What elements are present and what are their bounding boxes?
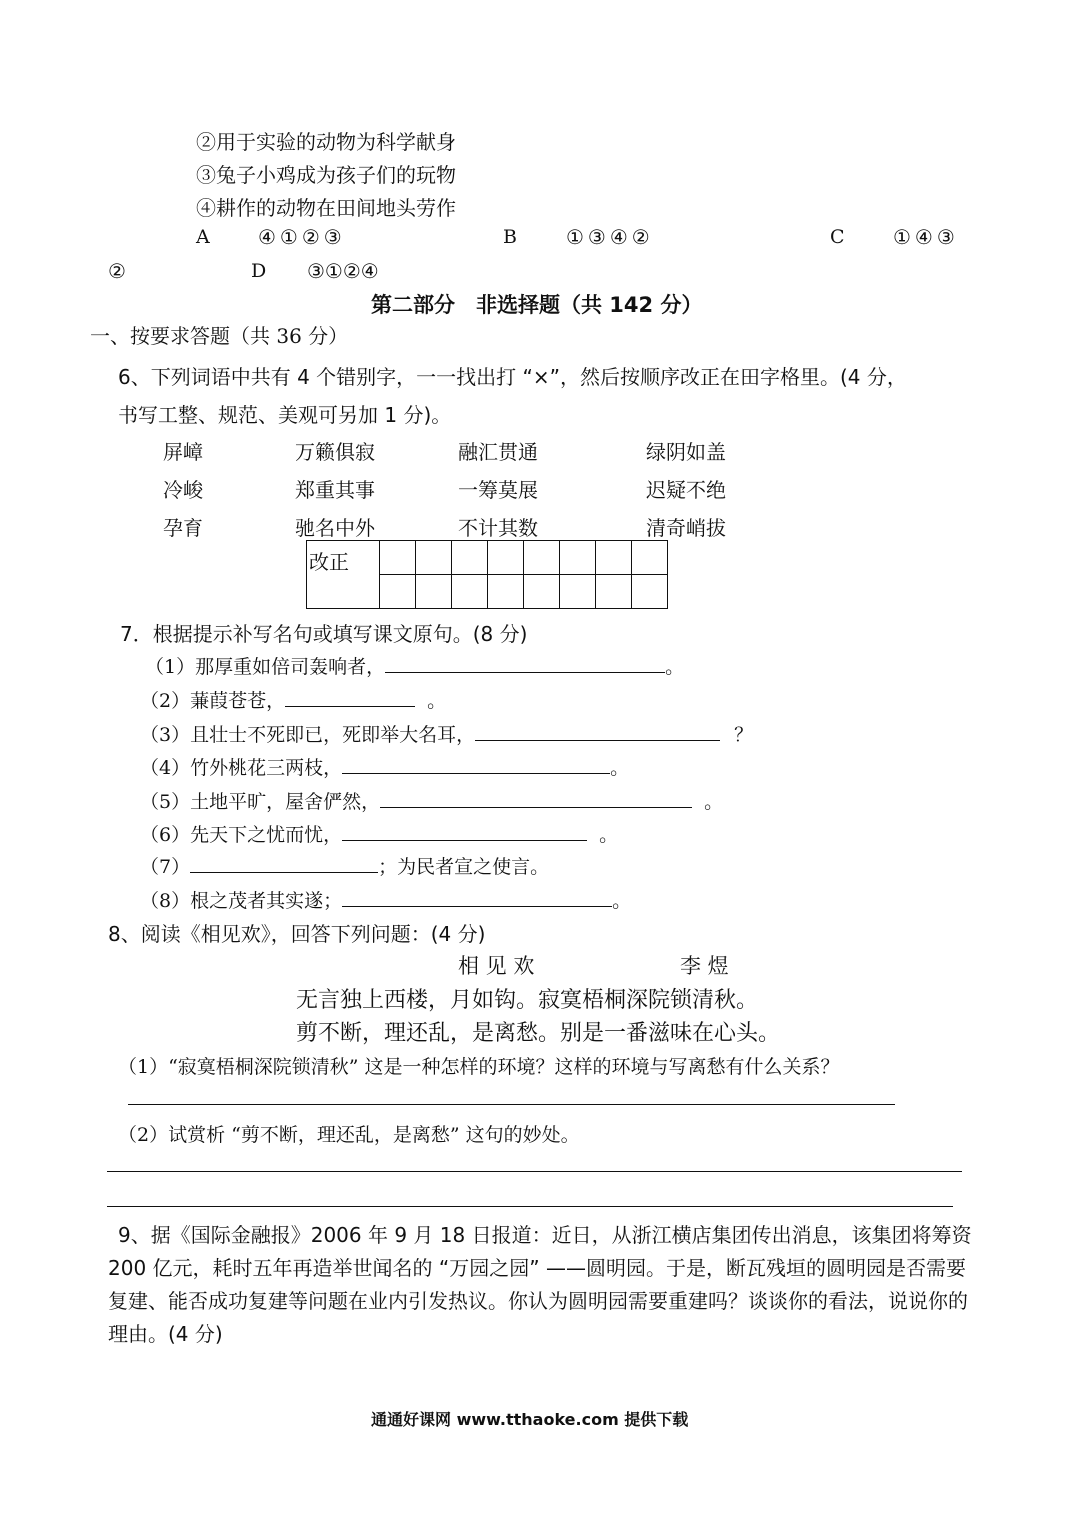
q5-item-4: ④耕作的动物在田间地头劳作 — [196, 196, 456, 220]
q9-line-2: 200 亿元，耗时五年再造举世闻名的 “万园之园” ——圆明园。于是，断瓦残垣的圆明园是否需要 — [108, 1256, 966, 1280]
q5-option-c-order: ①④③ — [893, 225, 959, 249]
q5-option-c-cont: ② — [108, 259, 126, 283]
poem-line-2: 剪不断，理还乱，是离愁。别是一番滋味在心头。 — [296, 1021, 781, 1046]
q6-word: 郑重其事 — [295, 478, 375, 502]
q5-option-a-letter: A — [196, 226, 210, 248]
grid-cell[interactable] — [632, 575, 668, 609]
q7-item-2-prompt: （2）蒹葭苍苍， — [140, 690, 286, 712]
q7-item-8-prompt: （8）根之茂者其实遂； — [140, 890, 343, 912]
grid-label: 改正 — [309, 550, 349, 574]
q7-item-1-end: 。 — [665, 656, 685, 678]
q6-word: 不计其数 — [458, 516, 538, 540]
q7-answer-blank-3[interactable] — [475, 722, 720, 741]
q7-item-2-end: 。 — [427, 690, 447, 712]
q7-item-5-prompt: （5）土地平旷，屋舍俨然， — [140, 791, 381, 813]
q6-word: 冷峻 — [163, 478, 203, 502]
q7-item-8-end: 。 — [612, 890, 632, 912]
grid-cell[interactable] — [596, 541, 632, 575]
poem-title: 相 见 欢 — [458, 954, 535, 978]
q9-line-3: 复建、能否成功复建等问题在业内引发热议。你认为圆明园需要重建吗？谈谈你的看法，说说你的 — [108, 1289, 968, 1313]
q5-option-d-letter: D — [251, 260, 267, 282]
q7-answer-blank-5[interactable] — [380, 789, 692, 808]
q7-answer-blank-8[interactable] — [342, 888, 612, 907]
q6-prompt-line2: 书写工整、规范、美观可另加 1 分)。 — [118, 403, 452, 427]
grid-cell[interactable] — [488, 541, 524, 575]
q7-item-6-prompt: （6）先天下之忧而忧， — [140, 824, 343, 846]
grid-cell[interactable] — [596, 575, 632, 609]
q7-item-1 — [145, 652, 684, 679]
q6-word: 孕育 — [163, 516, 203, 540]
grid-cell[interactable] — [524, 575, 560, 609]
q7-item-6-end: 。 — [599, 824, 619, 846]
q6-word: 一筹莫展 — [458, 478, 538, 502]
answer-line[interactable] — [107, 1171, 962, 1172]
poem-author: 李 煜 — [680, 954, 729, 978]
grid-cell[interactable] — [488, 575, 524, 609]
q7-item-2 — [140, 686, 446, 713]
q7-answer-blank-7[interactable] — [190, 854, 378, 873]
grid-cell[interactable] — [452, 575, 488, 609]
q6-word: 屏嶂 — [163, 440, 203, 464]
q5-option-c-letter: C — [830, 226, 845, 248]
grid-cell[interactable] — [416, 541, 452, 575]
q7-answer-blank-1[interactable] — [385, 654, 665, 673]
q7-title: 7．根据提示补写名句或填写课文原句。(8 分) — [120, 622, 528, 646]
q5-option-a-order: ④①②③ — [258, 225, 346, 249]
q7-item-4-prompt: （4）竹外桃花三两枝， — [140, 757, 343, 779]
grid-cell[interactable] — [524, 541, 560, 575]
q8-title: 8、阅读《相见欢》，回答下列问题：(4 分) — [108, 922, 486, 946]
q9-line-1: 9、据《国际金融报》2006 年 9 月 18 日报道：近日，从浙江横店集团传出消息，该集团将筹资 — [118, 1223, 972, 1247]
grid-cell[interactable] — [380, 541, 416, 575]
footer-credit: 通通好课网 www.tthaoke.com 提供下载 — [371, 1410, 689, 1429]
q8-sub-question-1: （1）“寂寞梧桐深院锁清秋” 这是一种怎样的环境？这样的环境与写离愁有什么关系？ — [118, 1056, 840, 1078]
grid-label-cell — [307, 541, 380, 609]
q7-item-8 — [140, 886, 631, 913]
section1-title: 一、按要求答题（共 36 分） — [90, 324, 349, 348]
q5-option-d-order: ③①②④ — [307, 259, 379, 283]
correction-grid — [306, 540, 668, 609]
q7-answer-blank-6[interactable] — [342, 822, 587, 841]
q7-item-3-end: ？ — [734, 724, 754, 746]
answer-line[interactable] — [107, 1206, 953, 1207]
q7-answer-blank-2[interactable] — [285, 688, 415, 707]
q5-option-b-letter: B — [503, 226, 517, 248]
answer-line[interactable] — [128, 1104, 895, 1105]
q7-answer-blank-4[interactable] — [342, 755, 610, 774]
q7-item-7-prompt: （7） — [140, 856, 191, 878]
grid-cell[interactable] — [632, 541, 668, 575]
q6-prompt-line1: 6、下列词语中共有 4 个错别字，一一找出打 “×”，然后按顺序改正在田字格里。(4 分， — [118, 365, 907, 389]
grid-cell[interactable] — [560, 575, 596, 609]
q7-item-5 — [140, 787, 723, 814]
poem-line-1: 无言独上西楼，月如钩。寂寞梧桐深院锁清秋。 — [296, 988, 759, 1013]
q6-word: 驰名中外 — [295, 516, 375, 540]
q6-word: 万籁俱寂 — [295, 440, 375, 464]
q6-word: 清奇峭拔 — [646, 516, 726, 540]
q7-item-1-prompt: （1）那厚重如倍司轰响者， — [145, 656, 386, 678]
q7-item-4-end: 。 — [610, 757, 630, 779]
q8-sub-question-2: （2）试赏析 “剪不断，理还乱，是离愁” 这句的妙处。 — [118, 1124, 580, 1146]
q7-item-4 — [140, 753, 629, 780]
grid-cell[interactable] — [560, 541, 596, 575]
grid-cell[interactable] — [452, 541, 488, 575]
grid-cell[interactable] — [416, 575, 452, 609]
q7-item-3 — [140, 720, 753, 747]
q5-item-3: ③兔子小鸡成为孩子们的玩物 — [196, 163, 456, 187]
q7-item-5-end: 。 — [704, 791, 724, 813]
q7-item-3-prompt: （3）且壮士不死即已，死即举大名耳， — [140, 724, 476, 746]
q6-word: 绿阴如盖 — [646, 440, 726, 464]
grid-cell[interactable] — [380, 575, 416, 609]
q5-option-b-order: ①③④② — [566, 225, 654, 249]
part2-title: 第二部分 非选择题（共 142 分） — [371, 293, 703, 317]
q6-word: 迟疑不绝 — [646, 478, 726, 502]
q6-word: 融汇贯通 — [458, 440, 538, 464]
q7-item-7-end: ；为民者宣之使言。 — [378, 856, 550, 878]
q7-item-7 — [140, 852, 549, 879]
q7-item-6 — [140, 820, 618, 847]
q5-item-2: ②用于实验的动物为科学献身 — [196, 130, 456, 154]
q9-line-4: 理由。(4 分) — [108, 1322, 223, 1346]
